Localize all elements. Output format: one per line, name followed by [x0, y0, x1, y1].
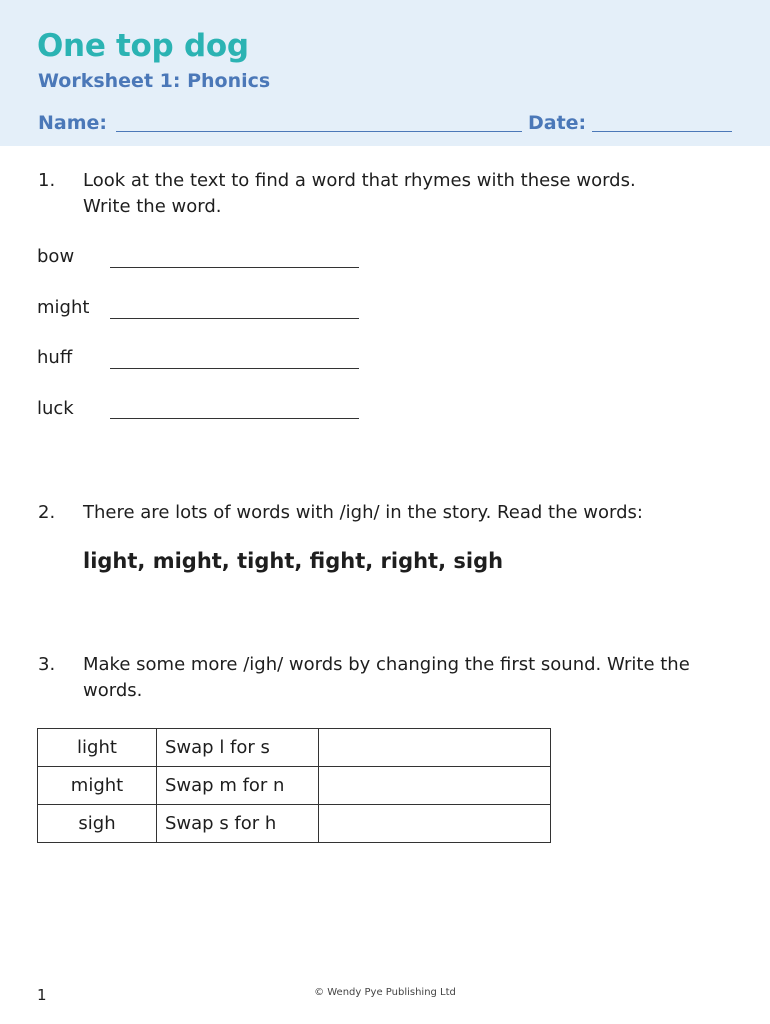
question-1-number: 1. [38, 170, 56, 191]
igh-word-list: light, might, tight, fight, right, sigh [83, 549, 504, 573]
question-1-line-1: Look at the text to find a word that rhymes with these words. [83, 170, 636, 191]
rhyme-answer-line-bow[interactable] [110, 267, 359, 268]
swap-instruction: Swap s for h [157, 805, 319, 843]
rhyme-answer-line-huff[interactable] [110, 368, 359, 369]
swap-word: might [38, 767, 157, 805]
swap-table [37, 728, 551, 843]
swap-word: sigh [38, 805, 157, 843]
swap-answer-cell[interactable] [319, 767, 551, 805]
name-label: Name: [38, 112, 108, 134]
rhyme-word-luck: luck [37, 398, 74, 419]
question-3-number: 3. [38, 654, 56, 675]
swap-instruction: Swap m for n [157, 767, 319, 805]
header-band [0, 0, 770, 146]
question-2-text [83, 500, 643, 526]
date-field-line[interactable] [592, 131, 732, 132]
rhyme-answer-line-luck[interactable] [110, 418, 359, 419]
date-label: Date: [528, 112, 587, 134]
question-3-line-1: Make some more /igh/ words by changing the first sound. Write the [83, 654, 690, 675]
worksheet-title: One top dog [37, 28, 249, 64]
worksheet-subtitle: Worksheet 1: Phonics [38, 70, 271, 92]
swap-instruction: Swap l for s [157, 729, 319, 767]
page-number: 1 [37, 986, 47, 1004]
rhyme-word-huff: huff [37, 347, 73, 368]
question-3-line-2: words. [83, 680, 143, 701]
question-3-text [83, 652, 690, 704]
swap-word: light [38, 729, 157, 767]
table-row [38, 729, 551, 767]
rhyme-word-bow: bow [37, 246, 75, 267]
question-1-line-2: Write the word. [83, 196, 222, 217]
table-row [38, 805, 551, 843]
rhyme-word-might: might [37, 297, 90, 318]
rhyme-answer-line-might[interactable] [110, 318, 359, 319]
question-1-text [83, 168, 636, 220]
swap-answer-cell[interactable] [319, 805, 551, 843]
swap-answer-cell[interactable] [319, 729, 551, 767]
question-2-number: 2. [38, 502, 56, 523]
copyright-notice: © Wendy Pye Publishing Ltd [314, 987, 456, 998]
table-row [38, 767, 551, 805]
name-field-line[interactable] [116, 131, 522, 132]
question-2-line-1: There are lots of words with /igh/ in the story. Read the words: [83, 502, 643, 523]
